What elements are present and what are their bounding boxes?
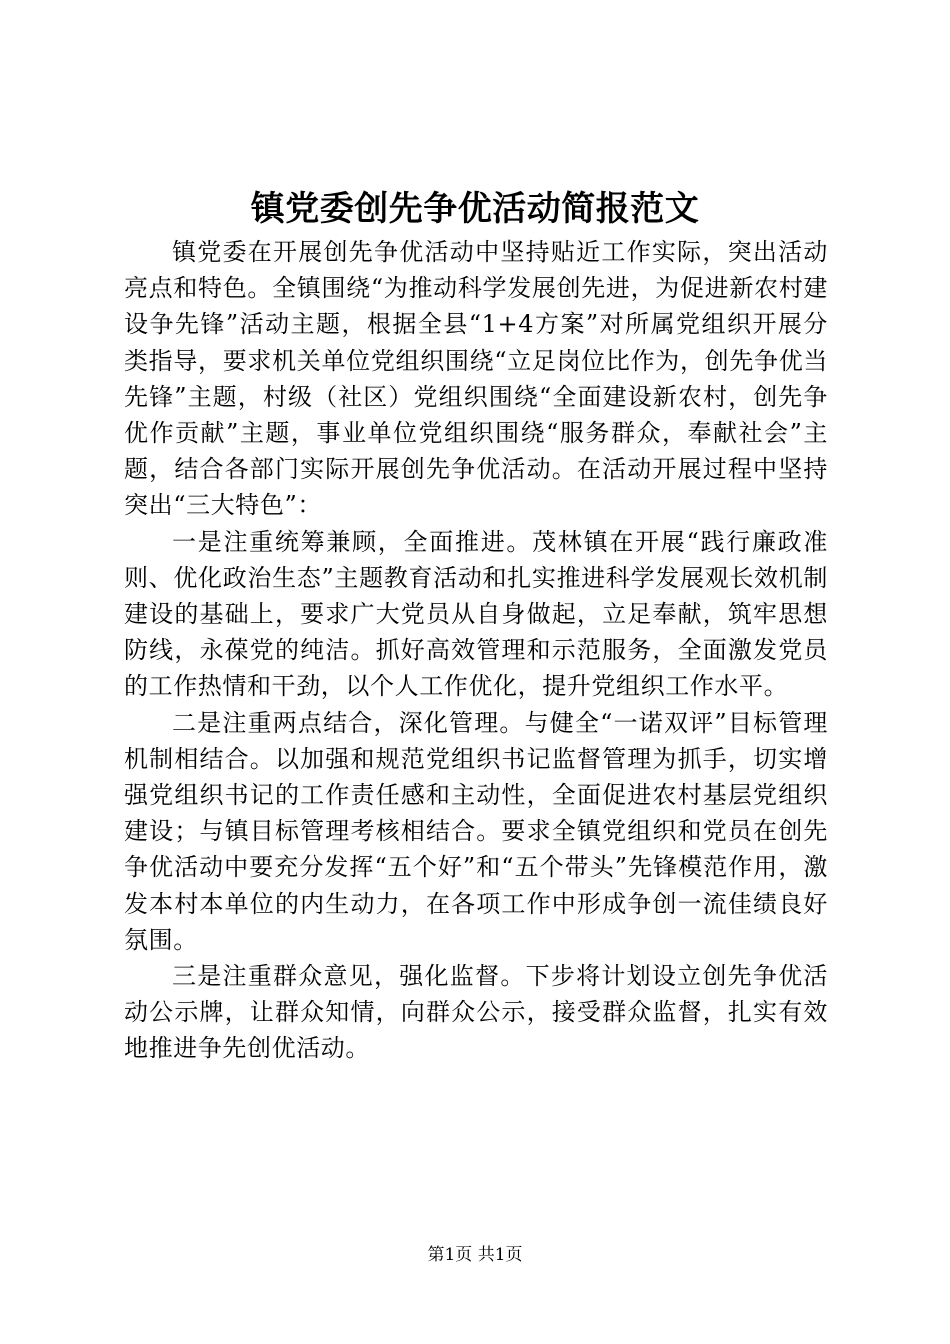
paragraph-intro: 镇党委在开展创先争优活动中坚持贴近工作实际，突出活动亮点和特色。全镇围绕“为推动科学发展创先进，为促进新农村建设争先锋”活动主题，根据全县“1+4方案”对所属党组织开展分类指导，要求机关单位党组织围绕“立足岗位比作为，创先争优当先锋”主题，村级（社区）党组织围绕“全面建设新农村，创先争优作贡献”主题，事业单位党组织围绕“服务群众，奉献社会”主题，结合各部门实际开展创先争优活动。在活动开展过程中坚持突出“三大特色”： [124, 238, 828, 520]
document-body [124, 234, 828, 1067]
paragraph-point-one: 一是注重统筹兼顾，全面推进。茂林镇在开展“践行廉政准则、优化政治生态”主题教育活动和扎实推进科学发展观长效机制建设的基础上，要求广大党员从自身做起，立足奉献，筑牢思想防线，永葆党的纯洁。抓好高效管理和示范服务，全面激发党员的工作热情和干劲，以个人工作优化，提升党组织工作水平。 [124, 527, 828, 701]
paragraph-point-two: 二是注重两点结合，深化管理。与健全“一诺双评”目标管理机制相结合。以加强和规范党组织书记监督管理为抓手，切实增强党组织书记的工作责任感和主动性，全面促进农村基层党组织建设；与镇目标管理考核相结合。要求全镇党组织和党员在创先争优活动中要充分发挥“五个好”和“五个带头”先锋模范作用，激发本村本单位的内生动力，在各项工作中形成争创一流佳绩良好氛围。 [124, 708, 828, 954]
paragraph-point-three: 三是注重群众意见，强化监督。下步将计划设立创先争优活动公示牌，让群众知情，向群众公示，接受群众监督，扎实有效地推进争先创优活动。 [124, 962, 828, 1063]
document-title: 镇党委创先争优活动简报范文 [250, 189, 700, 229]
page-number-footer: 第1页 共1页 [427, 1245, 523, 1265]
